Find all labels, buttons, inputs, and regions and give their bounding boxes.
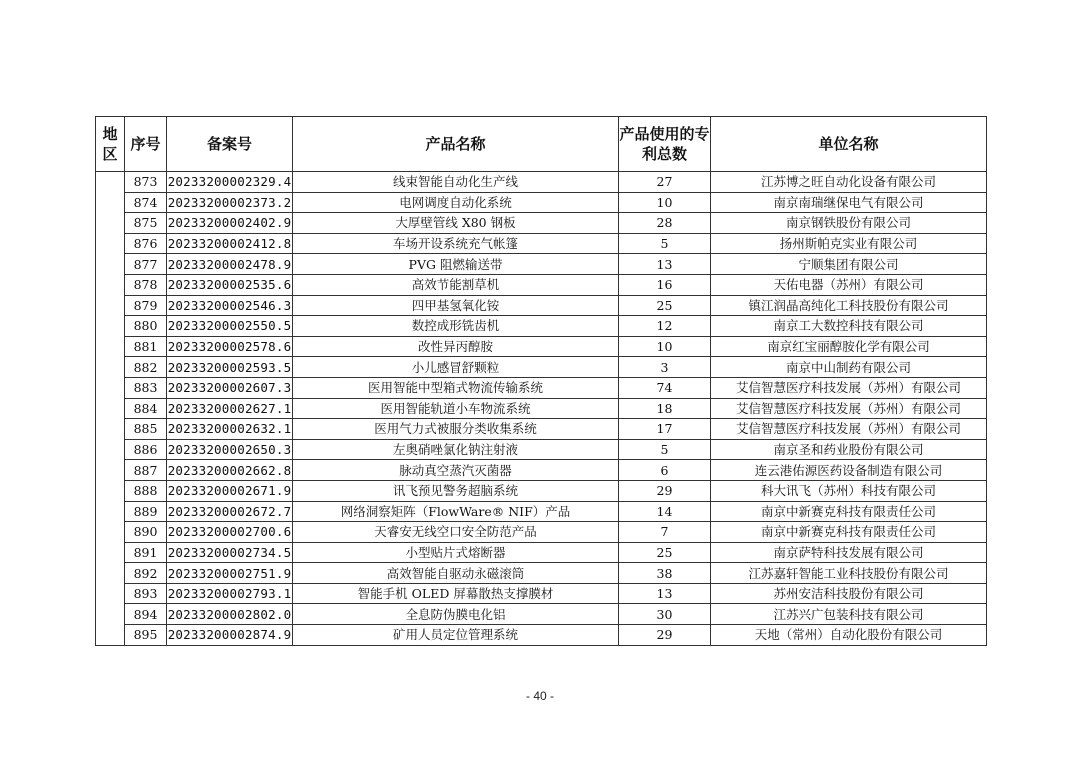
- patent-count-cell: 3: [619, 357, 711, 378]
- region-cell: [96, 172, 125, 646]
- product-name-cell: 医用智能中型箱式物流传输系统: [293, 377, 619, 398]
- table-body: [96, 172, 987, 646]
- table-row: [96, 377, 987, 398]
- product-name-cell: 小儿感冒舒颗粒: [293, 357, 619, 378]
- table-row: [96, 172, 987, 193]
- product-name-cell: 改性异丙醇胺: [293, 336, 619, 357]
- seq-cell: 879: [125, 295, 167, 316]
- patent-count-cell: 16: [619, 274, 711, 295]
- org-name-cell: 镇江润晶高纯化工科技股份有限公司: [711, 295, 987, 316]
- patent-count-cell: 12: [619, 316, 711, 337]
- table-row: [96, 336, 987, 357]
- seq-cell: 887: [125, 460, 167, 481]
- table-row: [96, 419, 987, 440]
- product-name-cell: 高效节能割草机: [293, 274, 619, 295]
- header-record-no: 备案号: [167, 117, 293, 172]
- org-name-cell: 扬州斯帕克实业有限公司: [711, 233, 987, 254]
- record-no-cell: 20233200002412.8: [167, 233, 293, 254]
- record-no-cell: 20233200002550.5: [167, 316, 293, 337]
- record-no-cell: 20233200002650.3: [167, 439, 293, 460]
- record-no-cell: 20233200002671.9: [167, 480, 293, 501]
- patent-count-cell: 7: [619, 522, 711, 543]
- patent-count-cell: 38: [619, 563, 711, 584]
- table-row: [96, 398, 987, 419]
- record-table: [95, 116, 987, 646]
- record-no-cell: 20233200002874.9: [167, 625, 293, 646]
- seq-cell: 891: [125, 542, 167, 563]
- patent-count-cell: 13: [619, 583, 711, 604]
- record-no-cell: 20233200002578.6: [167, 336, 293, 357]
- patent-count-cell: 29: [619, 625, 711, 646]
- org-name-cell: 连云港佑源医药设备制造有限公司: [711, 460, 987, 481]
- product-name-cell: 四甲基氢氧化铵: [293, 295, 619, 316]
- record-no-cell: 20233200002546.3: [167, 295, 293, 316]
- patent-count-cell: 5: [619, 233, 711, 254]
- seq-cell: 875: [125, 213, 167, 234]
- product-name-cell: 智能手机 OLED 屏幕散热支撑膜材: [293, 583, 619, 604]
- table-row: [96, 563, 987, 584]
- patent-count-cell: 27: [619, 172, 711, 193]
- patent-count-cell: 18: [619, 398, 711, 419]
- seq-cell: 878: [125, 274, 167, 295]
- product-name-cell: 左奥硝唑氯化钠注射液: [293, 439, 619, 460]
- table-row: [96, 274, 987, 295]
- patent-count-cell: 10: [619, 336, 711, 357]
- table-row: [96, 625, 987, 646]
- seq-cell: 893: [125, 583, 167, 604]
- patent-count-cell: 6: [619, 460, 711, 481]
- org-name-cell: 南京南瑞继保电气有限公司: [711, 192, 987, 213]
- product-name-cell: 小型贴片式熔断器: [293, 542, 619, 563]
- product-name-cell: 大厚壁管线 X80 钢板: [293, 213, 619, 234]
- seq-cell: 881: [125, 336, 167, 357]
- record-no-cell: 20233200002751.9: [167, 563, 293, 584]
- table-row: [96, 254, 987, 275]
- record-no-cell: 20233200002700.6: [167, 522, 293, 543]
- org-name-cell: 江苏博之旺自动化设备有限公司: [711, 172, 987, 193]
- table-row: [96, 316, 987, 337]
- seq-cell: 894: [125, 604, 167, 625]
- product-name-cell: 医用智能轨道小车物流系统: [293, 398, 619, 419]
- org-name-cell: 江苏兴广包装科技有限公司: [711, 604, 987, 625]
- table-row: [96, 542, 987, 563]
- product-name-cell: 全息防伪膜电化铝: [293, 604, 619, 625]
- product-name-cell: 高效智能自驱动永磁滚筒: [293, 563, 619, 584]
- seq-cell: 883: [125, 377, 167, 398]
- seq-cell: 880: [125, 316, 167, 337]
- seq-cell: 885: [125, 419, 167, 440]
- seq-cell: 892: [125, 563, 167, 584]
- record-no-cell: 20233200002373.2: [167, 192, 293, 213]
- header-product-name: 产品名称: [293, 117, 619, 172]
- table-row: [96, 295, 987, 316]
- patent-count-cell: 17: [619, 419, 711, 440]
- patent-count-cell: 14: [619, 501, 711, 522]
- product-name-cell: 网络洞察矩阵（FlowWare® NIF）产品: [293, 501, 619, 522]
- table-row: [96, 233, 987, 254]
- patent-count-cell: 28: [619, 213, 711, 234]
- org-name-cell: 南京钢铁股份有限公司: [711, 213, 987, 234]
- patent-count-cell: 29: [619, 480, 711, 501]
- seq-cell: 890: [125, 522, 167, 543]
- table-row: [96, 522, 987, 543]
- org-name-cell: 艾信智慧医疗科技发展（苏州）有限公司: [711, 377, 987, 398]
- table-row: [96, 501, 987, 522]
- header-region: 地区: [96, 117, 125, 172]
- org-name-cell: 天佑电器（苏州）有限公司: [711, 274, 987, 295]
- patent-count-cell: 25: [619, 542, 711, 563]
- record-no-cell: 20233200002627.1: [167, 398, 293, 419]
- patent-count-cell: 13: [619, 254, 711, 275]
- record-no-cell: 20233200002802.0: [167, 604, 293, 625]
- record-no-cell: 20233200002478.9: [167, 254, 293, 275]
- org-name-cell: 宁顺集团有限公司: [711, 254, 987, 275]
- product-name-cell: 线束智能自动化生产线: [293, 172, 619, 193]
- org-name-cell: 南京中新赛克科技有限责任公司: [711, 501, 987, 522]
- table-row: [96, 213, 987, 234]
- product-name-cell: 数控成形铣齿机: [293, 316, 619, 337]
- patent-count-cell: 10: [619, 192, 711, 213]
- seq-cell: 877: [125, 254, 167, 275]
- org-name-cell: 南京工大数控科技有限公司: [711, 316, 987, 337]
- seq-cell: 876: [125, 233, 167, 254]
- seq-cell: 889: [125, 501, 167, 522]
- record-no-cell: 20233200002329.4: [167, 172, 293, 193]
- record-no-cell: 20233200002734.5: [167, 542, 293, 563]
- table-row: [96, 460, 987, 481]
- patent-count-cell: 5: [619, 439, 711, 460]
- product-name-cell: 电网调度自动化系统: [293, 192, 619, 213]
- page-number: - 40 -: [525, 689, 554, 703]
- seq-cell: 888: [125, 480, 167, 501]
- seq-cell: 882: [125, 357, 167, 378]
- record-no-cell: 20233200002535.6: [167, 274, 293, 295]
- patent-count-cell: 74: [619, 377, 711, 398]
- table-row: [96, 357, 987, 378]
- record-no-cell: 20233200002607.3: [167, 377, 293, 398]
- org-name-cell: 苏州安洁科技股份有限公司: [711, 583, 987, 604]
- table-row: [96, 439, 987, 460]
- org-name-cell: 南京中新赛克科技有限责任公司: [711, 522, 987, 543]
- product-name-cell: 讯飞预见警务超脑系统: [293, 480, 619, 501]
- seq-cell: 884: [125, 398, 167, 419]
- patent-count-cell: 30: [619, 604, 711, 625]
- record-no-cell: 20233200002793.1: [167, 583, 293, 604]
- org-name-cell: 艾信智慧医疗科技发展（苏州）有限公司: [711, 419, 987, 440]
- header-patent-count: 产品使用的专利总数: [619, 117, 711, 172]
- seq-cell: 873: [125, 172, 167, 193]
- org-name-cell: 艾信智慧医疗科技发展（苏州）有限公司: [711, 398, 987, 419]
- table-row: [96, 604, 987, 625]
- product-name-cell: 车场开设系统充气帐篷: [293, 233, 619, 254]
- record-no-cell: 20233200002593.5: [167, 357, 293, 378]
- seq-cell: 874: [125, 192, 167, 213]
- seq-cell: 886: [125, 439, 167, 460]
- record-no-cell: 20233200002672.7: [167, 501, 293, 522]
- org-name-cell: 南京中山制药有限公司: [711, 357, 987, 378]
- record-no-cell: 20233200002402.9: [167, 213, 293, 234]
- product-name-cell: 矿用人员定位管理系统: [293, 625, 619, 646]
- org-name-cell: 天地（常州）自动化股份有限公司: [711, 625, 987, 646]
- seq-cell: 895: [125, 625, 167, 646]
- table-row: [96, 192, 987, 213]
- header-seq: 序号: [125, 117, 167, 172]
- table-row: [96, 480, 987, 501]
- product-name-cell: 脉动真空蒸汽灭菌器: [293, 460, 619, 481]
- record-no-cell: 20233200002632.1: [167, 419, 293, 440]
- product-name-cell: PVG 阻燃输送带: [293, 254, 619, 275]
- org-name-cell: 江苏嘉轩智能工业科技股份有限公司: [711, 563, 987, 584]
- org-name-cell: 南京圣和药业股份有限公司: [711, 439, 987, 460]
- product-name-cell: 天睿安无线空口安全防范产品: [293, 522, 619, 543]
- org-name-cell: 南京萨特科技发展有限公司: [711, 542, 987, 563]
- org-name-cell: 科大讯飞（苏州）科技有限公司: [711, 480, 987, 501]
- product-name-cell: 医用气力式被服分类收集系统: [293, 419, 619, 440]
- org-name-cell: 南京红宝丽醇胺化学有限公司: [711, 336, 987, 357]
- patent-count-cell: 25: [619, 295, 711, 316]
- table-row: [96, 583, 987, 604]
- table-header-row: [96, 117, 987, 172]
- record-no-cell: 20233200002662.8: [167, 460, 293, 481]
- header-org-name: 单位名称: [711, 117, 987, 172]
